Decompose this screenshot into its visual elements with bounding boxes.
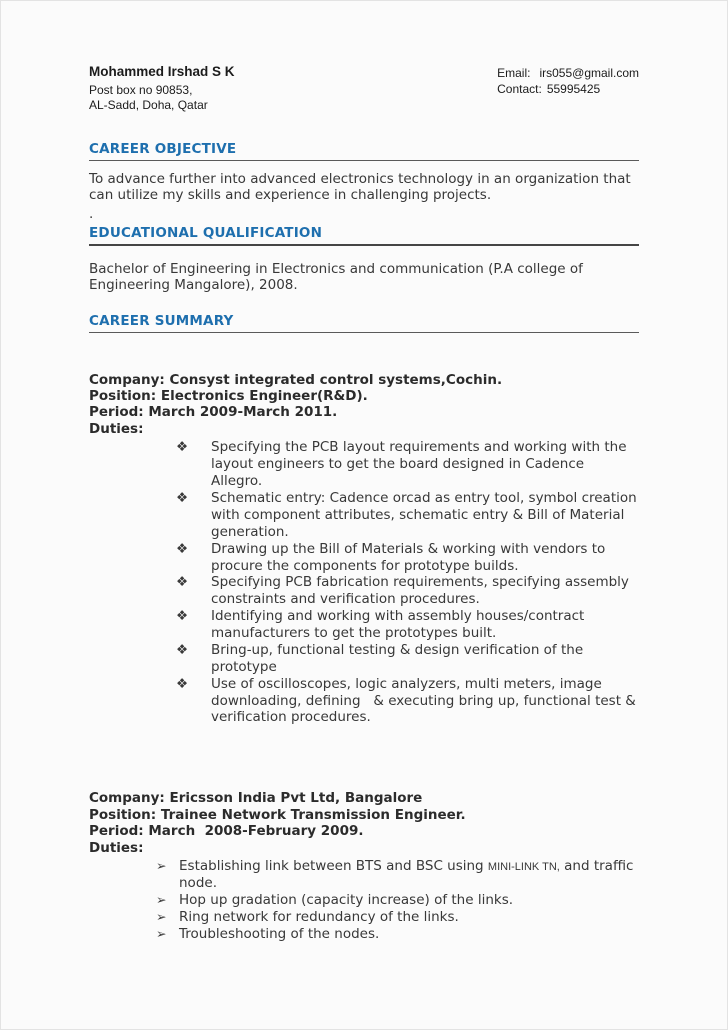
contact-value: 55995425 <box>546 82 601 97</box>
section-heading-educational-qualification: EDUCATIONAL QUALIFICATION <box>89 225 639 246</box>
duty-item <box>176 676 639 727</box>
duty-text-pre: Hop up gradation (capacity increase) of the links. <box>179 891 514 908</box>
job-company-line: Company: Consyst integrated control systems,Cochin. <box>89 371 503 388</box>
diamond-bullet-icon: ❖ <box>176 641 189 658</box>
diamond-bullet-icon: ❖ <box>176 439 189 456</box>
duty-item <box>156 926 639 943</box>
address-line-1: Post box no 90853, <box>89 83 193 97</box>
diamond-bullet-icon: ❖ <box>176 490 189 507</box>
duty-text-pre: Troubleshooting of the nodes. <box>179 925 380 942</box>
job-duties-label: Duties: <box>89 839 144 856</box>
duty-item <box>176 490 639 541</box>
duty-item <box>156 858 639 892</box>
duties-list-ericsson <box>89 858 639 942</box>
diamond-bullet-icon: ❖ <box>176 608 189 625</box>
duty-item <box>176 541 639 575</box>
duty-text: Identifying and working with assembly houses/contract manufacturers to get the prototypes built. <box>211 608 589 642</box>
duty-item <box>176 574 639 608</box>
duty-text: Use of oscilloscopes, logic analyzers, multi meters, image downloading, defining & executing bring up, functional test & verification procedures. <box>211 675 641 726</box>
diamond-bullet-icon: ❖ <box>176 574 189 591</box>
duty-text <box>179 909 639 926</box>
contact-label: Contact: <box>497 82 542 97</box>
resume-header <box>89 64 639 112</box>
duties-list-consyst <box>89 439 639 726</box>
diamond-bullet-icon: ❖ <box>176 675 189 692</box>
email-label: Email: <box>497 66 531 80</box>
duty-text <box>179 926 639 943</box>
duty-item <box>156 892 639 909</box>
job-duties-label: Duties: <box>89 420 144 437</box>
arrow-bullet-icon: ➢ <box>156 891 167 907</box>
contact-row <box>497 81 639 97</box>
contact-block <box>497 64 639 97</box>
duty-text: Specifying the PCB layout requirements and working with the layout engineers to get the board designed in Cadence Allegro. <box>211 439 631 490</box>
email-row <box>497 65 639 81</box>
duty-item <box>176 642 639 676</box>
job-position-line: Position: Electronics Engineer(R&D). <box>89 388 368 404</box>
duty-item <box>156 909 639 926</box>
job-entry-consyst <box>89 372 639 727</box>
candidate-identity-block <box>89 64 235 112</box>
address-line-2: AL-Sadd, Doha, Qatar <box>89 97 208 112</box>
duty-text <box>179 892 639 909</box>
job-period-line: Period: March 2008-February 2009. <box>89 823 364 840</box>
duty-text <box>179 858 639 892</box>
duty-text: Drawing up the Bill of Materials & working with vendors to procure the components for prototype builds. <box>211 540 610 574</box>
job-period-line: Period: March 2009-March 2011. <box>89 404 338 421</box>
duty-text: Schematic entry: Cadence orcad as entry tool, symbol creation with component attributes, schematic entry & Bill of Material generation. <box>211 490 641 540</box>
duty-text-pre: Establishing link between BTS and BSC using <box>179 858 488 875</box>
duty-item <box>176 608 639 642</box>
job-company-line: Company: Ericsson India Pvt Ltd, Bangalore <box>89 790 423 807</box>
resume-page <box>1 1 727 943</box>
career-objective-text: To advance further into advanced electronics technology in an organization that can utilize my skills and experience in challenging projects. <box>89 171 635 203</box>
duty-text-pre: Ring network for redundancy of the links. <box>179 908 459 925</box>
duty-text-small: MINI-LINK TN, <box>487 861 560 874</box>
duty-text: Specifying PCB fabrication requirements, specifying assembly constraints and verification procedures. <box>211 574 634 608</box>
education-text: Bachelor of Engineering in Electronics and communication (P.A college of Engineering Mangalore), 2008. <box>89 261 588 293</box>
arrow-bullet-icon: ➢ <box>156 908 167 924</box>
candidate-name: Mohammed Irshad S K <box>89 64 235 79</box>
arrow-bullet-icon: ➢ <box>156 858 167 874</box>
section-heading-career-objective: CAREER OBJECTIVE <box>89 141 639 161</box>
job-position-line: Position: Trainee Network Transmission Engineer. <box>89 806 466 823</box>
duty-item <box>176 439 639 490</box>
stray-period: . <box>89 205 94 222</box>
job-entry-ericsson <box>89 790 639 942</box>
diamond-bullet-icon: ❖ <box>176 540 189 557</box>
duty-text: Bring-up, functional testing & design verification of the prototype <box>211 641 588 675</box>
duty-text-post: and traffic node. <box>179 858 638 892</box>
email-value: irs055@gmail.com <box>539 66 639 80</box>
arrow-bullet-icon: ➢ <box>156 925 167 941</box>
section-heading-career-summary: CAREER SUMMARY <box>89 313 639 333</box>
